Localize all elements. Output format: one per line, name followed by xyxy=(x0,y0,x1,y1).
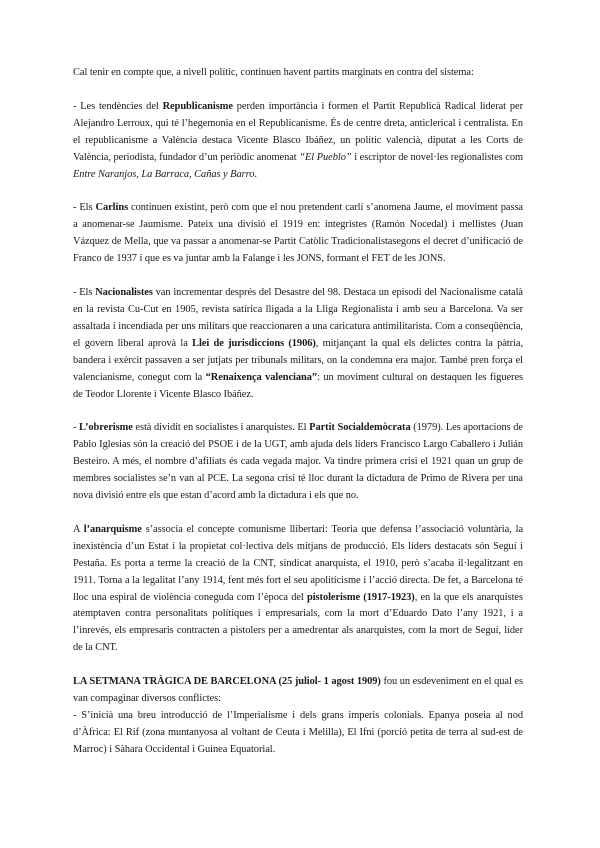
nacionalistes-term: Nacionalistes xyxy=(95,287,153,299)
llei-jurisdiccions-term: Llei de jurisdiccions (1906) xyxy=(192,337,316,349)
setmana-tragica-heading: LA SETMANA TRÀGICA DE BARCELONA (25 juliol- 1 agost 1909) xyxy=(73,676,381,688)
carlins-term: Carlins xyxy=(95,202,129,214)
partit-socialdemocrata-term: Partit Socialdemòcrata xyxy=(309,422,411,434)
carlins-paragraph: - Els Carlins continuen existint, però com que el nou pretendent carlí s’anomena Jaume, el moviment passa a anomenar-se Jaumisme. Pateix una divisió el 1919 en: integristes (Ramón Nocedal) i mellistes (Juan Vázquez de Mella, que va passar a anomenar-se Partit Catòlic Tradicionalistasegons el decret d’unificació de Franco de 1937 i que es va juntar amb la Falange i les JONS, formant el FET de les JONS. xyxy=(73,202,523,265)
newspaper-title: “El Pueblo” xyxy=(299,151,352,163)
obrerisme-term: L’obrerisme xyxy=(79,422,133,434)
setmana-tragica-paragraph: LA SETMANA TRÀGICA DE BARCELONA (25 juliol- 1 agost 1909) fou un esdeveniment en el qual es van compaginar diversos conflictes: xyxy=(73,676,523,705)
republicanisme-term: Republicanisme xyxy=(162,100,233,112)
nacionalistes-paragraph: - Els Nacionalistes van incrementar després del Desastre del 98. Destaca un episodi del Nacionalisme català en la revista Cu-Cut en 1905, revista satírica lligada a la Lliga Regionalista i amb seu a Barcelona. Va ser assaltada i incendiada per uns militars que reaccionaren a una caricatura antimilitarista. Com a conseqüència, el govern liberal aprovà la Llei de jurisdiccions (1906), mitjançant la qual els delictes contra la pàtria, bandera i exèrcit passaven a ser jutjats per tribunals militars, on la condemna era major. També pren força el valencianisme, conegut com la “Renaixença valenciana”: un moviment cultural on destaquen les figueres de Teodor Llorente i Vicente Blasco Ibáñez. xyxy=(73,287,523,400)
pistolerisme-term: pistolerisme (1917-1923) xyxy=(306,591,415,603)
anarquisme-paragraph: A l’anarquisme s’associa el concepte comunisme llibertari: Teoria que defensa l’associació voluntària, la inexistència d’un Estat i la propietat col·lectiva dels mitjans de producció. Els líders destacats són Seguí i Pestaña. Es porta a terme la creació de la CNT, sindicat anarquista, el 1910, però s’acaba il·legalitzant en 1911. Torna a la legalitat l’any 1914, fent més fort el seu apoliticisme i l’acció directa. De fet, a Barcelona té lloc una espiral de violència coneguda com l’època del pistolerisme (1917-1923), en la que els anarquistes atemptaven contra personalitats polítiques i empresarials, com la mort d’Eduardo Dato l’any 1921, i a l’inrevés, els empresaris contracten a pistolers per a amedrentar als anarquistes, com la mort de Seguí, líder de la CNT. xyxy=(73,523,524,654)
obrerisme-paragraph: - L’obrerisme està dividit en socialistes i anarquistes. El Partit Socialdemòcrata (1979). Les aportacions de Pablo Iglesias són la creació del PSOE i de la UGT, amb ajuda dels líders Francisco Largo Caballero i Julián Besteiro. A més, el nombre d’afiliats és cada vegada major. Va tindre primera crisi el 1921 quan un grup de membres socialistes se’n van al PCE. La segona crisi té lloc durant la dictadura de Primo de Rivera per una nova divisió entre els que estan d’acord amb la dictadura i els que no. xyxy=(73,422,523,502)
novel-titles: Entre Naranjos, La Barraca, Cañas y Barro xyxy=(73,168,255,180)
republicanisme-paragraph: - Les tendències del Republicanisme perden importància i formen el Partit Republicà Radical liderat per Alejandro Lerroux, qui té l’hegemonia en el Republicanisme. És de centre dreta, anticlerical i centralista. En el republicanisme a València destaca Vicente Blasco Ibáñez, un polític valencià, diputat a les Corts de València, periodista, fundador d’un periòdic anomenat “El Pueblo” i escriptor de novel·les regionalistes com Entre Naranjos, La Barraca, Cañas y Barro. xyxy=(73,100,523,180)
anarquisme-term: l’anarquisme xyxy=(83,523,142,535)
imperialisme-paragraph: - S’inicià una breu introducció de l’Imperialisme i dels grans imperis colonials. Epanya poseia al nod d’Àfrica: El Rif (zona muntanyosa al voltant de Ceuta i Melilla), El Ifni (porció petita de terra al sud-est de Marroc) i Sàhara Occidental i Guinea Equatorial. xyxy=(73,710,523,755)
intro-paragraph: Cal tenir en compte que, a nivell polític, continuen havent partits marginats en contra del sistema: xyxy=(73,67,474,78)
renaixenca-term: “Renaixença valenciana” xyxy=(205,371,318,383)
